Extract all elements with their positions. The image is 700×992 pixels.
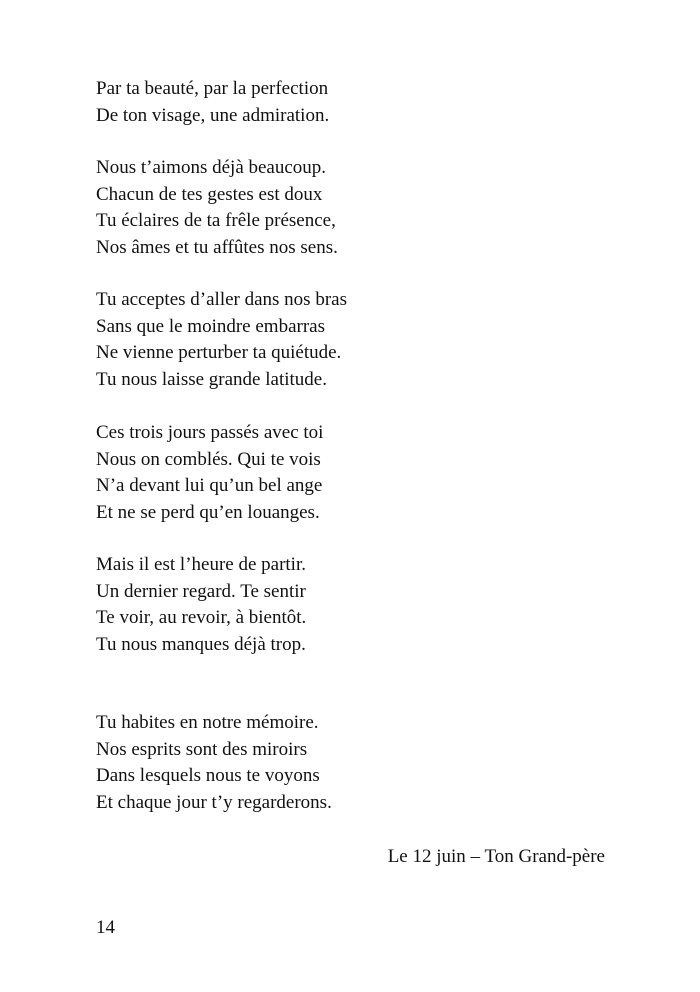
poem-line: Tu habites en notre mémoire.: [96, 712, 319, 733]
poem-line: Et ne se perd qu’en louanges.: [96, 501, 320, 523]
poem-line: Ces trois jours passés avec toi: [96, 422, 324, 443]
poem-line: Un dernier regard. Te sentir: [96, 580, 306, 602]
poem-line: Chacun de tes gestes est doux: [96, 183, 323, 205]
poem-stanza-1: [96, 76, 329, 129]
poem-line: N’a devant lui qu’un bel ange: [96, 475, 323, 496]
page-number: 14: [96, 917, 115, 938]
poem-signature: Le 12 juin – Ton Grand-père: [387, 846, 605, 867]
poem-line: Ne vienne perturber ta quiétude.: [96, 342, 342, 363]
poem-line: Nos âmes et tu affûtes nos sens.: [96, 236, 338, 258]
poem-line: Nous t’aimons déjà beaucoup.: [96, 157, 327, 178]
poem-line: Dans lesquels nous te voyons: [96, 765, 320, 786]
poem-line: Tu acceptes d’aller dans nos bras: [96, 289, 347, 310]
poem-stanza-5: [96, 552, 306, 658]
poem-line: Nous on comblés. Qui te vois: [96, 448, 321, 470]
poem-stanza-4: [96, 420, 323, 526]
poem-stanza-3: [96, 287, 347, 393]
poem-line: Sans que le moindre embarras: [96, 315, 325, 337]
poem-line: Tu nous manques déjà trop.: [96, 633, 306, 655]
poem-line: Tu éclaires de ta frêle présence,: [96, 210, 336, 231]
poem-line: Et chaque jour t’y regarderons.: [96, 791, 332, 813]
poem-stanza-2: [96, 155, 338, 261]
poem-line: De ton visage, une admiration.: [96, 104, 330, 126]
poem-line: Nos esprits sont des miroirs: [96, 738, 308, 760]
poem-line: Te voir, au revoir, à bientôt.: [96, 607, 307, 628]
poem-line: Par ta beauté, par la perfection: [96, 78, 329, 99]
poem-line: Mais il est l’heure de partir.: [96, 554, 306, 575]
poem-line: Tu nous laisse grande latitude.: [96, 368, 327, 390]
poem-stanza-6: [96, 710, 332, 816]
